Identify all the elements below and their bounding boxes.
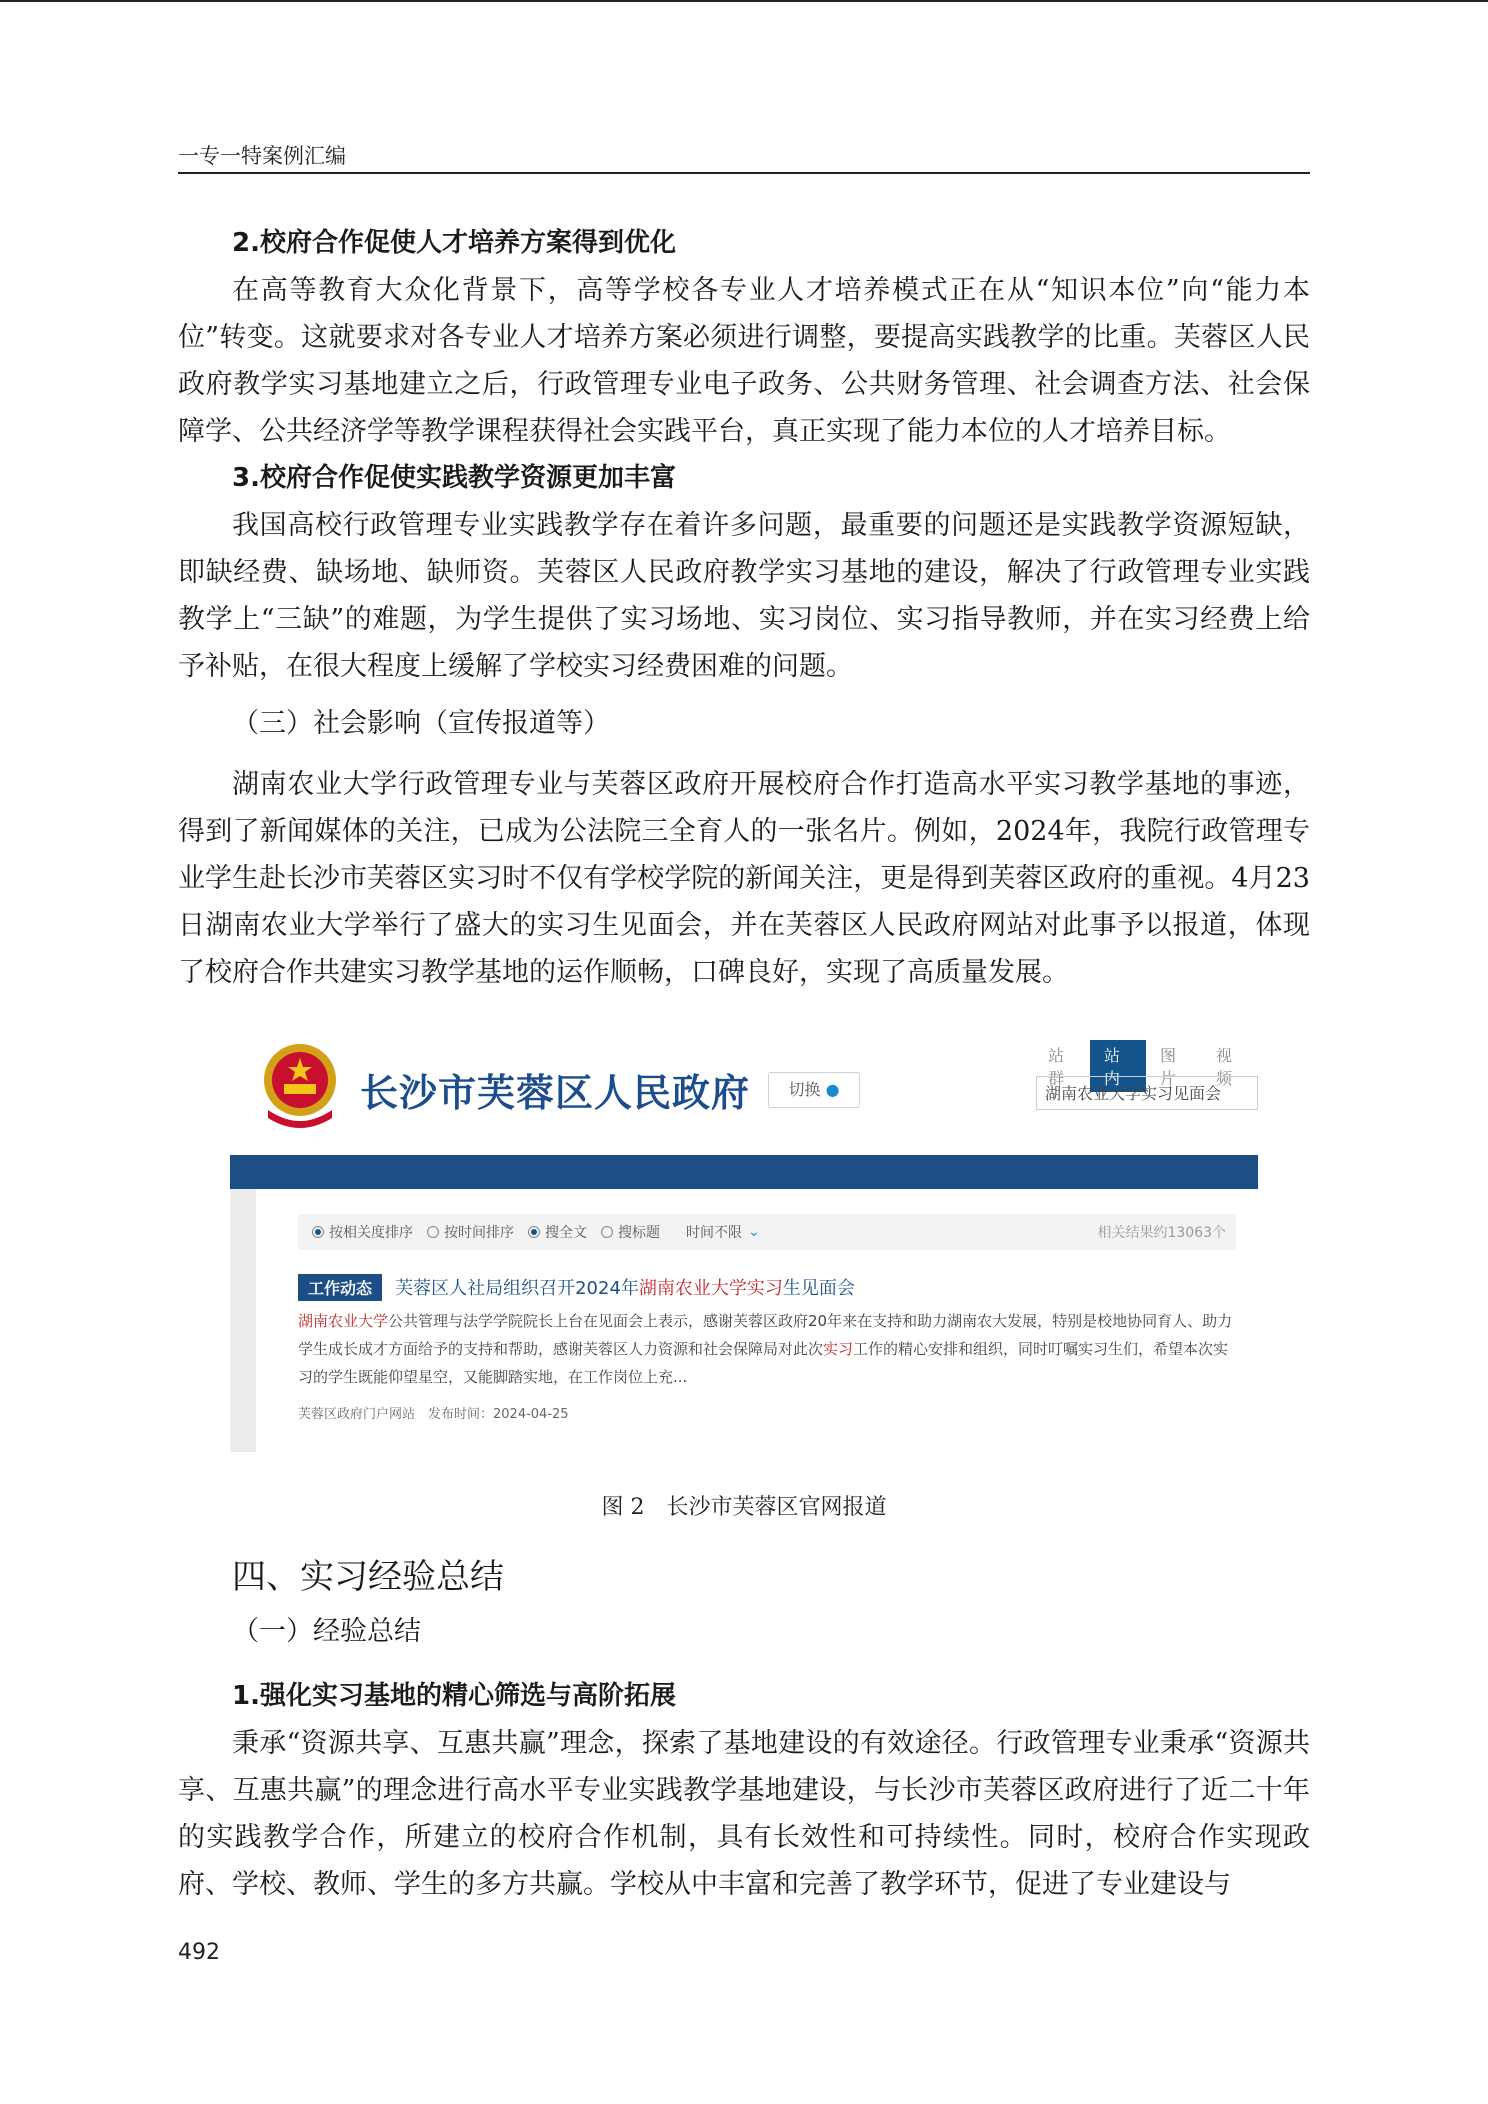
filter-bar: [298, 1214, 1236, 1250]
heading-2: 2.校府合作促使人才培养方案得到优化: [232, 228, 676, 258]
header-rule: [178, 172, 1310, 174]
switch-button[interactable]: [768, 1072, 860, 1108]
snippet-text: 公共管理与法学学院院长上台在见面会上表示，感谢芙蓉区政府20年来在支持和助力湖南农大发展，特别是校地协同育人、助力学生成长成才方面给予的支持和帮助，感谢芙蓉区人力资源和社会保障局对此次: [298, 1312, 1233, 1358]
paragraph-4: 秉承“资源共享、互惠共赢”理念，探索了基地建设的有效途径。行政管理专业秉承“资源共享、互惠共赢”的理念进行高水平专业实践教学基地建设，与长沙市芙蓉区政府进行了近二十年的实践教学合作，所建立的校府合作机制，具有长效性和可持续性。同时，校府合作实现政府、学校、教师、学生的多方共赢。学校从中丰富和完善了教学环节，促进了专业建设与: [178, 1728, 1310, 1900]
radio-selected-icon: [312, 1226, 324, 1238]
body-text-lower: [178, 1552, 1310, 1908]
subsection-heading: （一）经验总结: [232, 1616, 421, 1647]
chevron-down-icon: ⌄: [748, 1224, 760, 1240]
switch-label: 切换: [788, 1080, 821, 1099]
result-title-part: 芙蓉区人社局组织召开2024年: [395, 1278, 639, 1299]
paragraph-1: 在高等教育大众化背景下，高等学校各专业人才培养模式正在从“知识本位”向“能力本位”转变。这就要求对各专业人才培养方案必须进行调整，要提高实践教学的比重。芙蓉区人民政府教学实习基地建立之后，行政管理专业电子政务、公共财务管理、社会调查方法、社会保障学、公共经济学等教学课程获得社会实践平台，真正实现了能力本位的人才培养目标。: [178, 275, 1310, 447]
nav-bar: [230, 1155, 1258, 1189]
snippet-highlight: 实习: [823, 1340, 854, 1358]
side-gutter: [230, 1189, 256, 1452]
tab-in-site[interactable]: 站内: [1090, 1040, 1146, 1092]
site-title: 长沙市芙蓉区人民政府: [360, 1071, 751, 1115]
search-input[interactable]: 湖南农业大学实习见面会: [1036, 1076, 1258, 1110]
snippet-highlight: 湖南农业大学: [298, 1312, 389, 1330]
heading-3: 3.校府合作促使实践教学资源更加丰富: [232, 463, 676, 493]
heading-social-impact: （三）社会影响（宣传报道等）: [232, 708, 610, 739]
sort-time-label: 按时间排序: [444, 1225, 514, 1241]
result-meta: 芙蓉区政府门户网站 发布时间：2024-04-25: [298, 1407, 569, 1422]
paragraph-2: 我国高校行政管理专业实践教学存在着许多问题，最重要的问题还是实践教学资源短缺，即缺经费、缺场地、缺师资。芙蓉区人民政府教学实习基地的建设，解决了行政管理专业实践教学上“三缺”的难题，为学生提供了实习场地、实习岗位、实习指导教师，并在实习经费上给予补贴，在很大程度上缓解了学校实习经费困难的问题。: [178, 510, 1310, 682]
paragraph-3: 湖南农业大学行政管理专业与芙蓉区政府开展校府合作打造高水平实习教学基地的事迹，得到了新闻媒体的关注，已成为公法院三全育人的一张名片。例如，2024年，我院行政管理专业学生赴长沙市芙蓉区实习时不仅有学校学院的新闻关注，更是得到芙蓉区政府的重视。4月23日湖南农业大学举行了盛大的实习生见面会，并在芙蓉区人民政府网站对此事予以报道，体现了校府合作共建实习教学基地的运作顺畅，口碑良好，实现了高质量发展。: [178, 769, 1310, 988]
result-title-link[interactable]: [395, 1278, 855, 1299]
body-text-upper: [178, 220, 1310, 996]
result-title-highlight: 湖南农业大学实习: [638, 1278, 783, 1299]
search-title-option[interactable]: [601, 1222, 660, 1242]
heading-point-1: 1.强化实习基地的精心筛选与高阶拓展: [232, 1681, 676, 1711]
sort-time-option[interactable]: [427, 1222, 514, 1242]
sort-relevance-option[interactable]: [312, 1222, 413, 1242]
result-count: 相关结果约13063个: [1097, 1225, 1226, 1241]
sort-relevance-label: 按相关度排序: [329, 1225, 413, 1241]
radio-selected-icon: [528, 1226, 540, 1238]
radio-icon: [601, 1226, 613, 1238]
time-range-select[interactable]: [686, 1222, 760, 1242]
top-border-line: [0, 0, 1488, 2]
section-heading-4: 四、实习经验总结: [232, 1557, 504, 1597]
search-title-label: 搜标题: [618, 1225, 660, 1241]
time-range-label: 时间不限: [686, 1225, 742, 1241]
radio-icon: [427, 1226, 439, 1238]
tab-images[interactable]: 图片: [1160, 1046, 1177, 1088]
page-number: 492: [178, 1940, 220, 1965]
gov-website-screenshot: [230, 1022, 1258, 1452]
figure-caption: 图 2 长沙市芙蓉区官网报道: [601, 1495, 887, 1520]
search-full-label: 搜全文: [545, 1225, 587, 1241]
running-header: 一专一特案例汇编: [178, 144, 346, 168]
result-snippet: [298, 1307, 1236, 1391]
category-badge: 工作动态: [298, 1274, 382, 1301]
snippet-text: 工作的精心安排和组织，同时叮嘱实习生们，希望本次实习的学生既能仰望星空，又能脚踏实地，在工作岗位上充...: [298, 1340, 1229, 1386]
result-title-part: 生见面会: [782, 1278, 855, 1299]
tab-video[interactable]: 视频: [1216, 1046, 1233, 1088]
location-pin-icon: ●: [825, 1080, 840, 1099]
search-full-option[interactable]: [528, 1222, 587, 1242]
national-emblem-icon: [258, 1040, 342, 1130]
search-result-item: [298, 1274, 1236, 1422]
tab-site-group[interactable]: 站群: [1048, 1046, 1065, 1088]
